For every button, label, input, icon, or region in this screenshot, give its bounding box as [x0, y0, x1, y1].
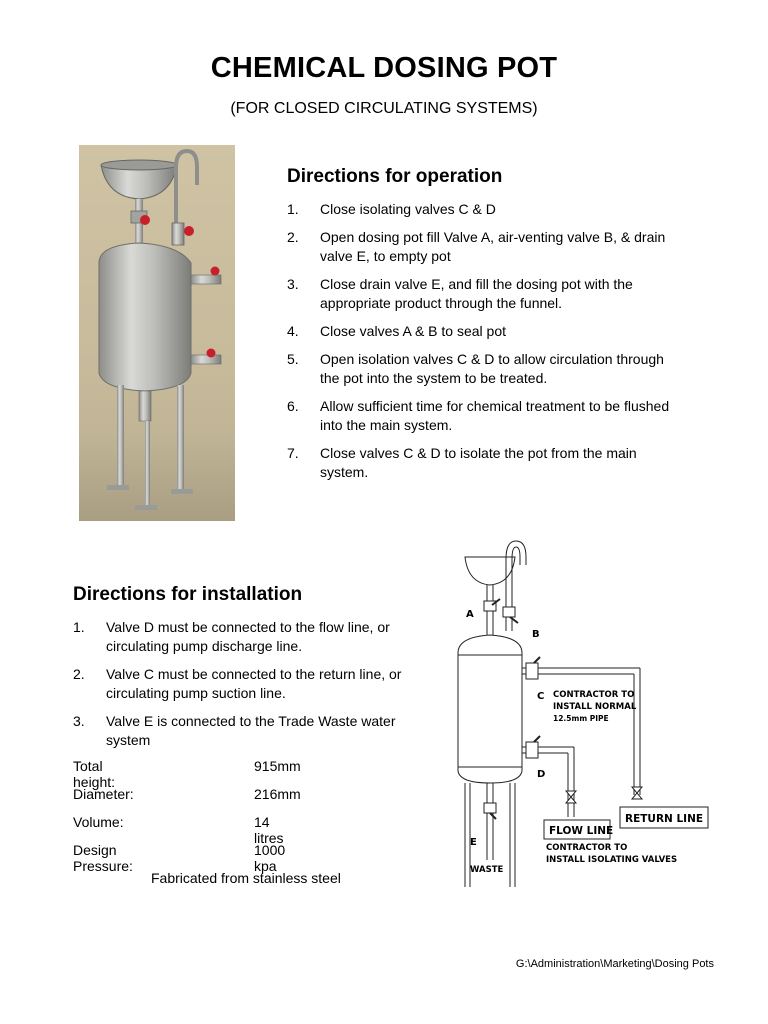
step-number: 7.: [287, 445, 299, 461]
vessel: [458, 635, 522, 783]
contractor-note-d-line1: CONTRACTOR TO: [546, 843, 628, 853]
installation-heading: Directions for installation: [73, 584, 303, 605]
operation-step: [287, 322, 677, 341]
step-number: 1.: [287, 201, 299, 217]
installation-diagram: [440, 535, 720, 895]
step-text: Open dosing pot fill Valve A, air-venting valve B, & drain valve E, to empty pot: [320, 229, 666, 264]
step-text: Allow sufficient time for chemical treatment to be flushed into the main system.: [320, 398, 670, 433]
contractor-note-c-line3: 12.5mm PIPE: [553, 714, 609, 723]
spec-label: Design Pressure:: [73, 842, 133, 874]
installation-steps: [73, 618, 431, 759]
waste-label: WASTE: [470, 865, 504, 875]
valve-label-e: E: [470, 837, 477, 848]
valve-label-b: B: [532, 629, 540, 640]
spec-value: 216mm: [254, 786, 301, 802]
step-number: 3.: [73, 713, 85, 729]
operation-step: [287, 444, 677, 482]
operation-steps: [287, 200, 677, 491]
step-number: 5.: [287, 351, 299, 367]
valve-label-a: A: [466, 609, 474, 620]
step-text: Valve E is connected to the Trade Waste water system: [106, 713, 396, 748]
return-line-label: RETURN LINE: [625, 813, 704, 825]
installation-step: [73, 618, 431, 656]
step-text: Close isolating valves C & D: [320, 201, 496, 217]
valve-label-c: C: [537, 691, 545, 702]
step-number: 4.: [287, 323, 299, 339]
contractor-note-c-line1: CONTRACTOR TO: [553, 690, 635, 700]
operation-step: [287, 228, 677, 266]
spec-label: Diameter:: [73, 786, 134, 802]
page-subtitle: (FOR CLOSED CIRCULATING SYSTEMS): [230, 100, 538, 117]
spec-value: 1000 kpa: [254, 842, 286, 874]
spec-value: 915mm: [254, 758, 301, 774]
contractor-note-c-line2: INSTALL NORMAL: [553, 702, 637, 712]
operation-heading: Directions for operation: [287, 166, 503, 187]
step-number: 2.: [73, 666, 85, 682]
step-text: Close valves A & B to seal pot: [320, 323, 506, 339]
operation-step: [287, 200, 677, 219]
funnel: [465, 557, 515, 585]
contractor-note-d-line2: INSTALL ISOLATING VALVES: [546, 855, 678, 865]
step-text: Valve D must be connected to the flow line, or circulating pump discharge line.: [106, 619, 390, 654]
step-number: 1.: [73, 619, 85, 635]
step-number: 6.: [287, 398, 299, 414]
material-note: Fabricated from stainless steel: [151, 870, 341, 886]
operation-step: [287, 350, 677, 388]
operation-step: [287, 397, 677, 435]
file-path-footer: G:\Administration\Marketing\Dosing Pots: [515, 958, 714, 970]
dosing-pot-photo: [79, 145, 235, 521]
page-title: CHEMICAL DOSING POT: [210, 52, 558, 84]
step-text: Open isolation valves C & D to allow circulation through the pot into the system to be treated.: [320, 351, 664, 386]
step-text: Close valves C & D to isolate the pot from the main system.: [320, 445, 637, 480]
step-number: 2.: [287, 229, 299, 245]
installation-step: [73, 712, 431, 750]
valve-label-d: D: [537, 769, 546, 780]
operation-step: [287, 275, 677, 313]
step-text: Valve C must be connected to the return line, or circulating pump suction line.: [106, 666, 402, 701]
spec-label: Volume:: [73, 814, 124, 830]
step-text: Close drain valve E, and fill the dosing pot with the appropriate product through the funnel.: [320, 276, 633, 311]
spec-value: 14 litres: [254, 814, 284, 846]
spec-label: Total height:: [73, 758, 116, 790]
installation-step: [73, 665, 431, 703]
step-number: 3.: [287, 276, 299, 292]
flow-line-label: FLOW LINE: [549, 825, 614, 837]
